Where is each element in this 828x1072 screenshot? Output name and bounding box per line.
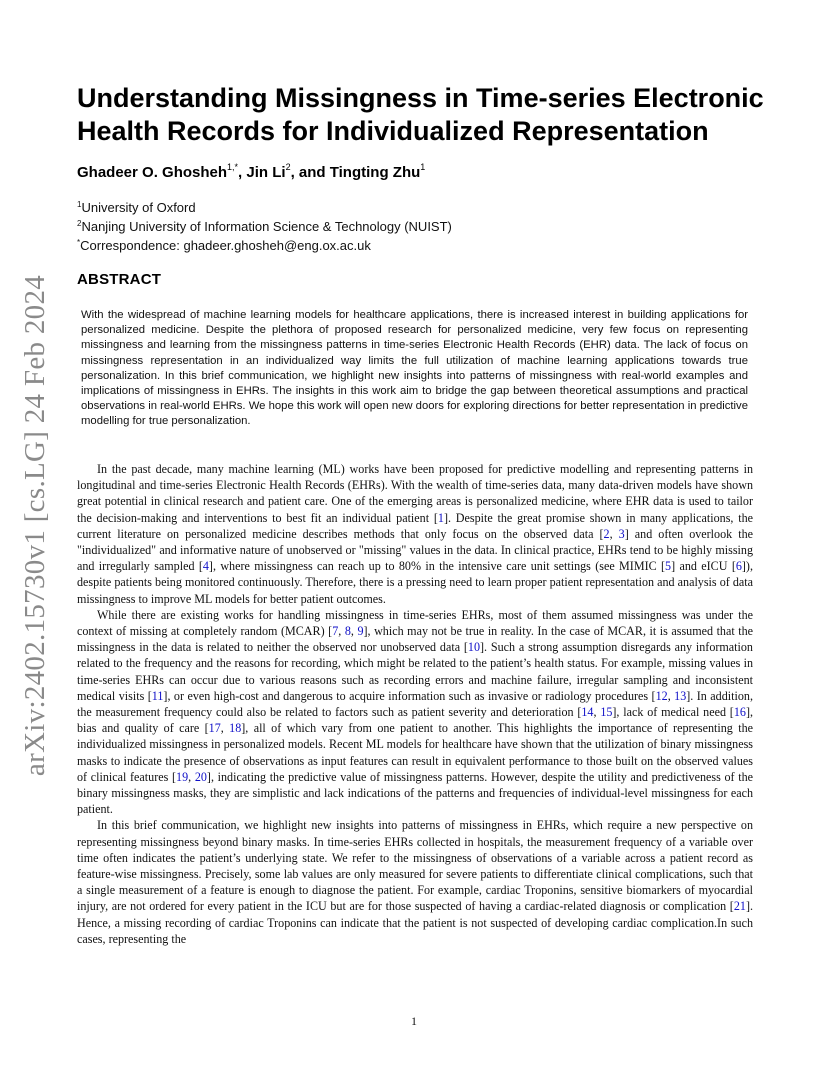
- affiliation-list: [77, 197, 777, 254]
- paragraph-text: ], lack of medical need [: [612, 705, 734, 720]
- abstract-text: With the widespread of machine learning models for healthcare applications, there is increased interest in building applications for personalized medicine. Despite the plethora of proposed research for personalized medicine, very few focus on representing missingness and learning from the missingness patterns in time-series Electronic Health Records (EHR) data. The lack of focus on missingness representation in an individualized way limits the full utilization of machine learning applications towards true personalization. In this brief communication, we highlight new insights into patterns of missingness with real-world examples and implications of missingness in EHRs. The insights in this work aim to bridge the gap between theoretical assumptions and practical observations in real-world EHRs. We hope this work will open new doors for exploring directions for better representation in predictive modelling for true personalization.: [81, 309, 748, 428]
- paragraph-text: ]. Hence, a missing recording of cardiac Troponins can indicate that the patient is not suspected of developing cardiac complication.In such cases, representing the: [77, 899, 753, 946]
- citation-link[interactable]: 21: [733, 899, 746, 914]
- paragraph-text: ], bias and quality of care [: [77, 705, 753, 736]
- citation-link[interactable]: 15: [600, 705, 613, 720]
- body-paragraph: [77, 607, 753, 818]
- author-affiliation-marker: 1,*: [227, 162, 239, 172]
- paragraph-text: ] and eICU [: [671, 559, 736, 574]
- citation-link[interactable]: 14: [581, 705, 594, 720]
- paragraph-text: ,: [188, 769, 195, 784]
- paragraph-text: ], all of which vary from one patient to another. This highlights the importance of representing the individualized missingness in personalized models. Recent ML models for healthcare have shown that the utilization of binary missingness masks to indicate the presence of observations as input features can result in equivalent performance to those built on the observed values of clinical features [: [77, 721, 753, 784]
- paragraph-text: ], which may not be true in reality. In the case of MCAR, it is assumed that the missingness in the data is related to neither the observed nor unobserved data [: [77, 624, 754, 655]
- paragraph-text: In the past decade, many machine learning (ML) works have been proposed for predictive modelling and representing patterns in longitudinal and time-series Electronic Health Records (EHRs). With the wealth of time-series data, many data-driven models have shown great potential in clinical research and patient care. One of the emerging areas is personalized medicine, where EHR data is used to tailor the decision-making and interventions to best fit an individual patient [: [77, 462, 753, 525]
- abstract-heading: ABSTRACT: [77, 271, 162, 288]
- paragraph-text: ,: [220, 721, 230, 736]
- correspondence-line: *Correspondence: ghadeer.ghosheh@eng.ox.ac.uk: [77, 238, 371, 253]
- paragraph-text: ] and often overlook the "individualized" and informative nature of unobserved or "missing" values in the data. In clinical practice, EHRs tend to be highly missing and irregularly sampled [: [77, 526, 753, 574]
- paragraph-text: ]. Such a strong assumption disregards any information related to the frequency and the reasons for recording, which might be related to the patient’s health status. For example, missing values in time-series EHRs can occur due to various reasons such as recording errors and machine failure, irregular sampling and inconsistent medical visits [: [77, 640, 753, 703]
- citation-link[interactable]: 20: [194, 769, 207, 784]
- citation-link[interactable]: 10: [467, 640, 481, 655]
- body-paragraph: [77, 817, 753, 947]
- affiliation-line: $^1$University of Oxford: [77, 200, 196, 215]
- citation-link[interactable]: 2: [603, 526, 610, 541]
- citation-link[interactable]: 8: [344, 624, 351, 639]
- paragraph-text: ,: [593, 705, 601, 720]
- citation-link[interactable]: 7: [332, 624, 339, 639]
- citation-link[interactable]: 1: [437, 510, 444, 525]
- paragraph-text: ], indicating the predictive value of missingness patterns. However, despite the utility and predictiveness of the binary missingness masks, they are simplistic and lack indications of the patterns and frequencies of individual-level missingness for each patient.: [77, 769, 754, 817]
- paragraph-text: In this brief communication, we highlight new insights into patterns of missingness in EHRs, which require a new perspective on representing missingness beyond binary masks. In time-series EHRs collected in hospitals, the measurement frequency of a variable over time often indicates the patient’s underlying state. We refer to the missingness of observations of a variable across a patient record as feature-wise missingness. Precisely, some lab values are only measured for severe patients to differentiate clinical complications, such that a single measurement of a feature is enough to diagnose the patient. For example, cardiac Troponins, sensitive biomarkers of myocardial injury, are not ordered for every patient in the ICU but are for those suspected of having a cardiac-related diagnosis or complication [: [77, 818, 753, 914]
- paragraph-text: ]), despite patients being monitored continuously. Therefore, there is a pressing need to learn proper patient representation and analysis of data missingness to improve ML models for better patient outcomes.: [77, 559, 753, 606]
- citation-link[interactable]: 5: [665, 559, 672, 574]
- author-name: Ghadeer O. Ghosheh: [77, 164, 228, 181]
- citation-link[interactable]: 9: [357, 624, 364, 639]
- citation-link[interactable]: 6: [735, 559, 742, 574]
- citation-link[interactable]: 18: [229, 721, 242, 736]
- author-name: Jin Li: [246, 164, 286, 181]
- paragraph-text: ], or even high-cost and dangerous to acquire information such as invasive or radiology procedures [: [163, 688, 656, 703]
- arxiv-id-text: arXiv:2402.15730v1 [cs.LG] 24 Feb 2024: [19, 274, 52, 776]
- paragraph-text: ,: [609, 526, 619, 541]
- paragraph-text: ]. Despite the great promise shown in many applications, the current literature on personalized medicine describes methods that only focus on the observed data [: [77, 510, 754, 541]
- paragraph-text: ,: [338, 624, 345, 639]
- citation-link[interactable]: 3: [618, 526, 625, 541]
- author-affiliation-marker: 1: [420, 162, 426, 172]
- paragraph-text: ], where missingness can reach up to 80% in the intensive care unit settings (see MIMIC [: [208, 559, 666, 574]
- citation-link[interactable]: 12: [655, 688, 668, 703]
- author-name: Tingting Zhu: [329, 164, 421, 181]
- paragraph-text: While there are existing works for handling missingness in time-series EHRs, most of them assumed missingness was under the context of missing at completely random (MCAR) [: [77, 607, 753, 639]
- page-number: 1: [411, 1014, 417, 1028]
- author-list: Ghadeer O. Ghosheh$^{1,*}$, Jin Li$^2$, and Tingting Zhu$^1$: [77, 162, 426, 181]
- author-affiliation-marker: 2: [285, 162, 291, 172]
- paragraph-text: ]. In addition, the measurement frequency could also be related to factors such as patient severity and deterioration [: [77, 688, 753, 720]
- citation-link[interactable]: 11: [151, 688, 164, 703]
- body-text: [77, 461, 753, 947]
- body-paragraph: [77, 461, 753, 607]
- citation-link[interactable]: 17: [208, 721, 221, 736]
- citation-link[interactable]: 19: [176, 769, 189, 784]
- citation-link[interactable]: 16: [733, 705, 746, 720]
- paragraph-text: ,: [350, 624, 358, 639]
- paper-title: Understanding Missingness in Time-series Electronic Health Records for Individualized Representation: [77, 83, 764, 146]
- citation-link[interactable]: 4: [202, 559, 209, 574]
- arxiv-identifier-stamp: [14, 274, 58, 776]
- citation-link[interactable]: 13: [674, 688, 687, 703]
- affiliation-line: $^2$Nanjing University of Information Science & Technology (NUIST): [77, 219, 452, 234]
- paragraph-text: ,: [667, 688, 675, 703]
